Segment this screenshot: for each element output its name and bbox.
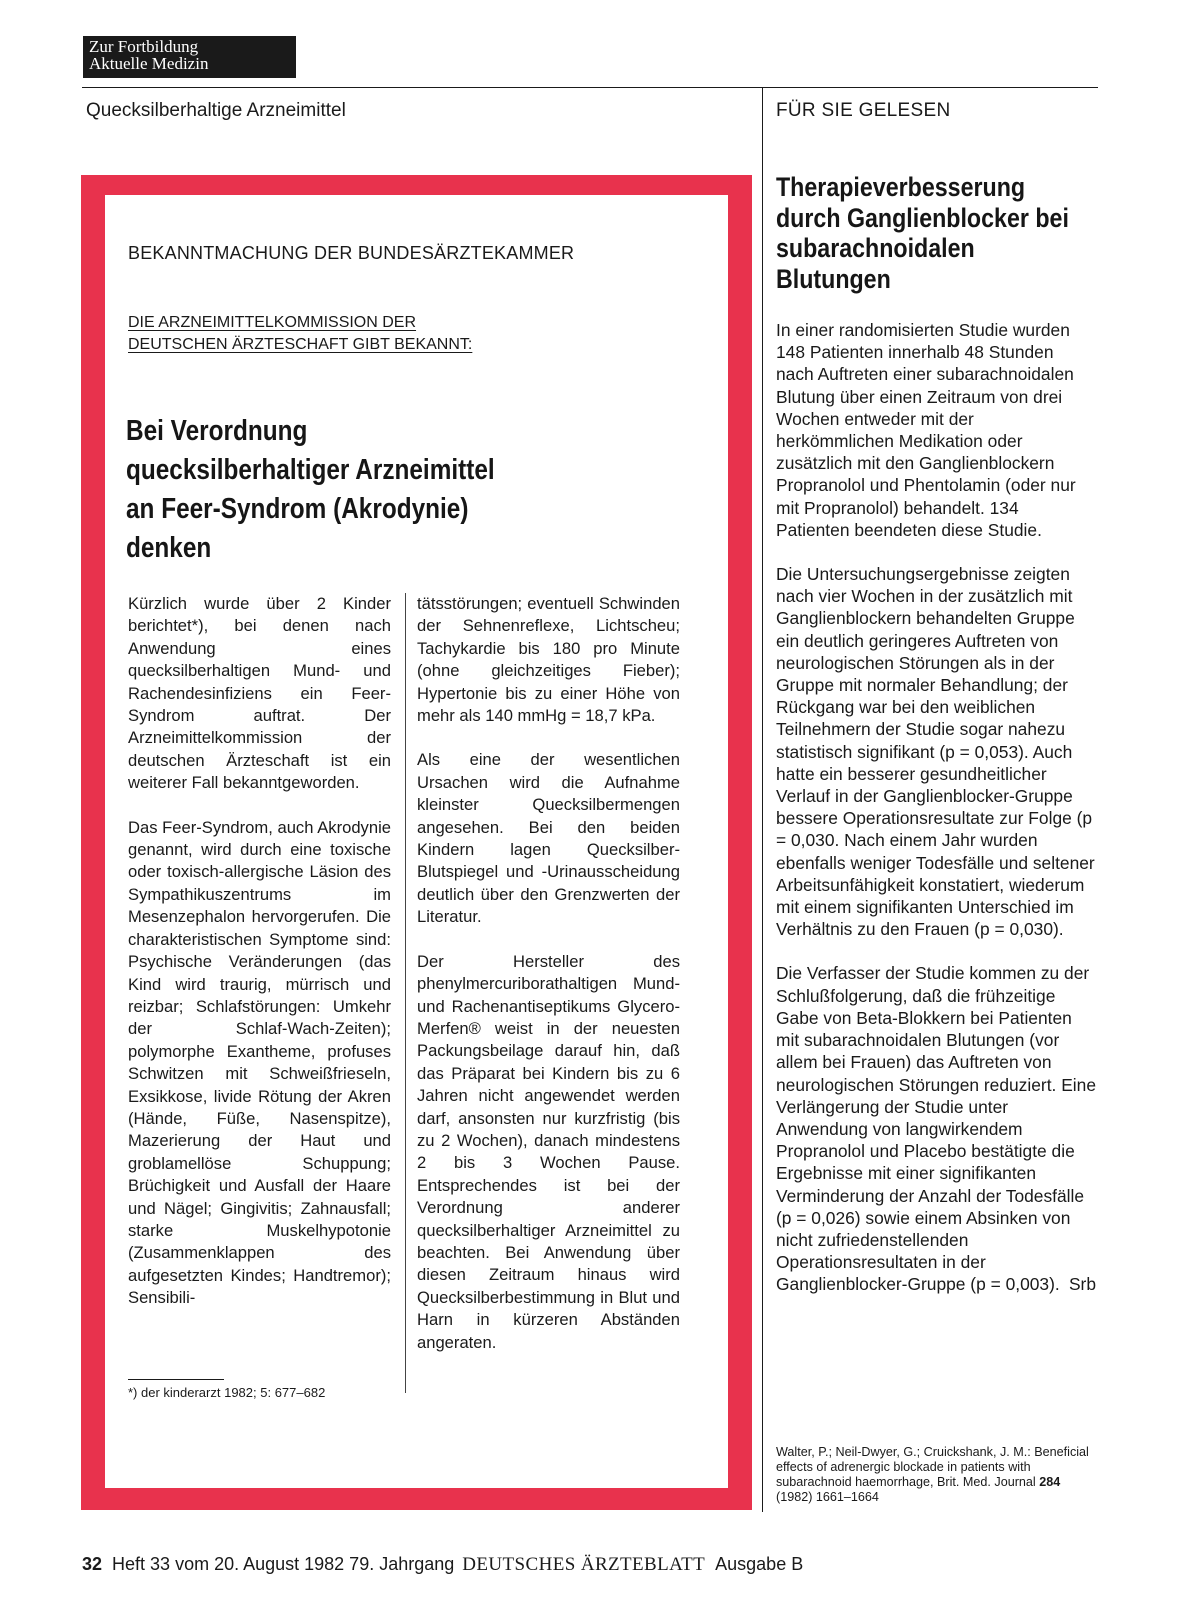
paragraph: Die Untersuchungsergebnisse zeigten nach vier Wochen in der zusätzlich mit Ganglienblockern behandelten Gruppe ein deutlich geringeres Auftreten von neurologischen Störungen als in der Gruppe mit normaler Behandlung; der Rückgang war bei den weiblichen Teilnehmern der Studie sogar nahezu statistisch signifikant (p = 0,053). Auch hatte ein besserer gesundheitlicher Verlauf in der Ganglienblocker-Gruppe bessere Operationsresultate zur Folge (p = 0,030. Nach einem Jahr wurden ebenfalls weniger Todesfälle und seltener Arbeitsunfähigkeit konstatiert, wiederum mit einem signifikanten Unterschied im Verhältnis zu den Frauen (p = 0,030). — [776, 564, 1095, 940]
paragraph: Als eine der wesentlichen Ursachen wird die Aufnahme kleinster Quecksilbermengen angesehen. Bei den beiden Kindern lagen Quecksilber-Blutspiegel und -Urinausscheidung deutlich über den Grenzwerten der Literatur. — [417, 750, 680, 927]
paragraph: tätsstörungen; eventuell Schwinden der Sehnenreflexe, Lichtscheu; Tachykardie bis 180 pro Minute (ohne gleichzeitiges Fieber); Hypertonie bis zu einer Höhe von mehr als 140 mmHg = 18,7 kPa. — [417, 594, 680, 726]
reference-text: Walter, P.; Neil-Dwyer, G.; Cruickshank, J. M.: Beneficial effects of adrenergic blockade in patients with subarachnoid haemorrhage, Brit. Med. Journal — [776, 1445, 1089, 1489]
article-column-1 — [128, 593, 391, 1332]
section-badge-line1: Zur Fortbildung — [89, 37, 199, 56]
article-title — [126, 412, 630, 568]
running-title-right: FÜR SIE GELESEN — [776, 100, 951, 121]
article-title-line-3: an Feer-Syndrom (Akrodynie) — [126, 493, 469, 525]
article-column-2 — [417, 593, 680, 1376]
page-footer — [82, 1554, 803, 1576]
column-rule — [762, 87, 763, 1512]
commission-line-2: DEUTSCHEN ÄRZTESCHAFT GIBT BEKANNT: — [128, 336, 473, 353]
reference-volume: 284 — [1039, 1475, 1061, 1489]
announcement-heading: BEKANNTMACHUNG DER BUNDESÄRZTEKAMMER — [128, 243, 575, 263]
top-rule — [82, 87, 1098, 88]
running-title-left: Quecksilberhaltige Arzneimittel — [86, 100, 346, 121]
paragraph: Kürzlich wurde über 2 Kinder berichtet*), bei denen nach Anwendung eines quecksilberhaltigen Mund- und Rachendesinfiziens ein Feer-Syndrom auftrat. Der Arzneimittelkommission der deutschen Ärzteschaft ist ein weiterer Fall bekanntgeworden. — [128, 594, 391, 793]
article-title-line-1: Bei Verordnung — [126, 415, 308, 447]
sidebar-body — [776, 319, 1096, 1296]
edition: Ausgabe B — [715, 1554, 804, 1574]
commission-statement — [128, 312, 472, 356]
commission-line-1: DIE ARZNEIMITTELKOMMISSION DER — [128, 314, 417, 331]
sidebar-title-line-3: subarachnoidalen — [776, 233, 975, 263]
sidebar-title-line-4: Blutungen — [776, 263, 891, 294]
section-badge — [83, 36, 296, 78]
section-badge-line2: Aktuelle Medizin — [89, 54, 209, 73]
sidebar-title-line-1: Therapieverbesserung — [776, 172, 1026, 202]
sidebar-title — [776, 172, 1086, 294]
paragraph: In einer randomisierten Studie wurden 148 Patienten innerhalb 48 Stunden nach Auftreten einer subarachnoidalen Blutung über einen Zeitraum von drei Wochen entweder mit der herkömmlichen Medikation oder zusätzlich mit den Ganglienblockern Propranolol und Phentolamin (oder nur mit Propranolol) behandelt. 134 Patienten beendeten diese Studie. — [776, 320, 1076, 540]
reference-pages: (1982) 1661–1664 — [776, 1490, 879, 1504]
footnote: *) der kinderarzt 1982; 5: 677–682 — [128, 1385, 326, 1400]
paragraph-text: Die Verfasser der Studie kommen zu der Schlußfolgerung, daß die frühzeitige Gabe von Beta-Blokkern bei Patienten mit subarachnoidalen Blutungen (vor allem bei Frauen) das Auftreten von neurologischen Störungen reduziert. Eine Verlängerung der Studie unter Anwendung von langwirkendem Propranolol und Placebo bestätigte die Ergebnisse mit einer signifikanten Verminderung der Anzahl der Todesfälle (p = 0,026) sowie einem Absinken von nicht zufriedenstellenden Operationsresultaten in der Ganglienblocker-Gruppe (p = 0,003). — [776, 963, 1097, 1295]
author-initials: Srb — [1068, 1274, 1096, 1295]
paragraph-last — [776, 962, 1096, 1295]
article-title-line-2: quecksilberhaltiger Arzneimittel — [126, 454, 495, 486]
issue-info: Heft 33 vom 20. August 1982 79. Jahrgang — [112, 1554, 455, 1574]
journal-name: DEUTSCHES ÄRZTEBLATT — [462, 1554, 706, 1575]
sidebar-title-line-2: durch Ganglienblocker bei — [776, 202, 1069, 233]
article-title-line-4: denken — [126, 532, 212, 564]
literature-reference — [776, 1445, 1096, 1505]
page-number: 32 — [82, 1554, 103, 1574]
column-separator — [405, 593, 406, 1393]
footnote-rule — [128, 1379, 224, 1380]
paragraph: Der Hersteller des phenylmercuriborathaltigen Mund- und Rachenantiseptikums Glycero-Merfen® weist in der neuesten Packungsbeilage darauf hin, daß das Präparat bei Kindern bis zu 6 Jahren nicht angewendet werden darf, ansonsten nur kurzfristig (bis zu 2 Wochen), danach mindestens 2 bis 3 Wochen Pause. Entsprechendes ist bei der Verordnung anderer quecksilberhaltiger Arzneimittel zu beachten. Bei Anwendung über diesen Zeitraum hinaus wird Quecksilberbestimmung in Blut und Harn in kürzeren Abständen angeraten. — [417, 951, 680, 1352]
paragraph: Das Feer-Syndrom, auch Akrodynie genannt, wird durch eine toxische oder toxisch-allergische Läsion des Sympathikuszentrums im Mesenzephalon hervorgerufen. Die charakteristischen Symptome sind: Psychische Veränderungen (das Kind wird traurig, mürrisch und reizbar; Schlafstörungen: Umkehr der Schlaf-Wach-Zeiten); polymorphe Exantheme, profuses Schwitzen mit Schweißfrieseln, Exsikkose, livide Rötung der Akren (Hände, Füße, Nasenspitze), Mazerierung der Haut und groblamellöse Schuppung; Brüchigkeit und Ausfall der Haare und Nägel; Gingivitis; Zahnausfall; starke Muskelhypotonie (Zusammenklappen des aufgesetzten Kindes; Handtremor); Sensibili- — [128, 817, 391, 1308]
